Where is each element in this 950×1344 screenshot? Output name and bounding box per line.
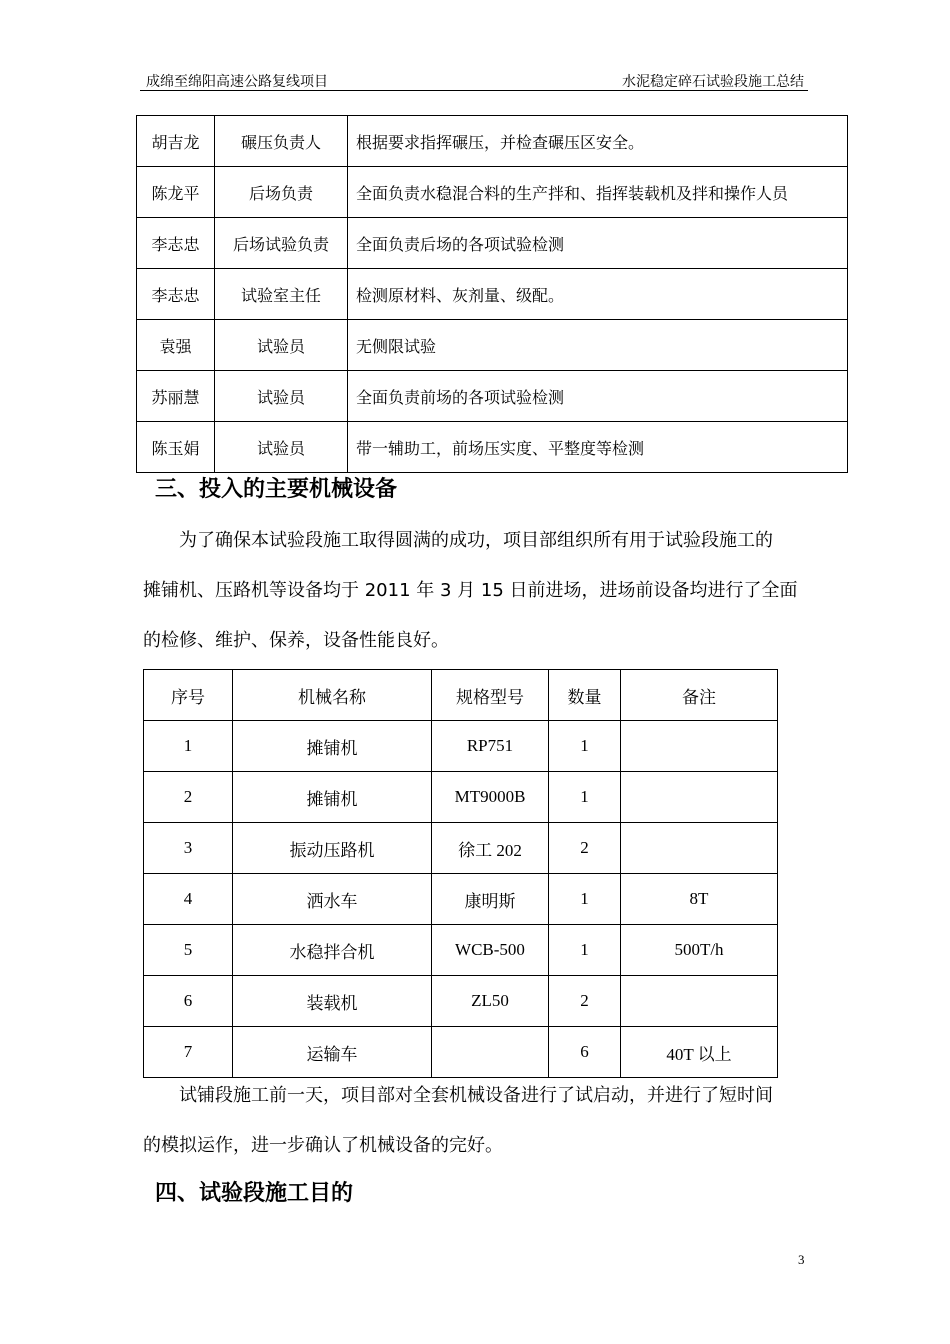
staff-role-cell: 试验员: [215, 422, 348, 473]
equipment-remark-cell: [621, 772, 778, 823]
equipment-qty-cell: 1: [549, 874, 621, 925]
equipment-remark-cell: 500T/h: [621, 925, 778, 976]
staff-name-cell: 袁强: [137, 320, 215, 371]
equipment-index-cell: 6: [144, 976, 233, 1027]
staff-row: [137, 218, 848, 269]
equipment-remark-cell: 8T: [621, 874, 778, 925]
equipment-remark-cell: [621, 823, 778, 874]
staff-row: [137, 320, 848, 371]
header-project-name: 成绵至绵阳高速公路复线项目: [146, 74, 328, 90]
staff-role-cell: 试验员: [215, 320, 348, 371]
staff-row: [137, 116, 848, 167]
paragraph-line: 摊铺机、压路机等设备均于 2011 年 3 月 15 日前进场，进场前设备均进行了全面: [143, 580, 798, 601]
equipment-row: [144, 721, 778, 772]
equipment-qty-cell: 1: [549, 772, 621, 823]
staff-role-cell: 试验员: [215, 371, 348, 422]
equipment-model-cell: 康明斯: [432, 874, 549, 925]
equipment-row: [144, 976, 778, 1027]
staff-name-cell: 苏丽慧: [137, 371, 215, 422]
equipment-row: [144, 925, 778, 976]
equipment-row: [144, 1027, 778, 1078]
staff-name-cell: 胡吉龙: [137, 116, 215, 167]
equipment-index-cell: 4: [144, 874, 233, 925]
staff-role-cell: 试验室主任: [215, 269, 348, 320]
equipment-qty-cell: 1: [549, 925, 621, 976]
equipment-name-cell: 水稳拌合机: [233, 925, 432, 976]
staff-duty-cell: 全面负责水稳混合料的生产拌和、指挥装载机及拌和操作人员: [348, 167, 848, 218]
equipment-qty-cell: 1: [549, 721, 621, 772]
staff-duty-cell: 检测原材料、灰剂量、级配。: [348, 269, 848, 320]
staff-name-cell: 陈龙平: [137, 167, 215, 218]
equipment-remark-cell: 40T 以上: [621, 1027, 778, 1078]
equipment-qty-cell: 2: [549, 823, 621, 874]
equipment-qty-cell: 6: [549, 1027, 621, 1078]
equipment-model-cell: [432, 1027, 549, 1078]
equipment-index-cell: 1: [144, 721, 233, 772]
staff-name-cell: 李志忠: [137, 218, 215, 269]
equipment-name-cell: 洒水车: [233, 874, 432, 925]
equipment-remark-cell: [621, 721, 778, 772]
staff-duty-cell: 全面负责后场的各项试验检测: [348, 218, 848, 269]
equipment-column-header: 机械名称: [233, 670, 432, 721]
staff-role-cell: 后场试验负责: [215, 218, 348, 269]
equipment-model-cell: MT9000B: [432, 772, 549, 823]
page-number: 3: [798, 1252, 805, 1267]
staff-row: [137, 422, 848, 473]
paragraph-line: 的模拟运作，进一步确认了机械设备的完好。: [143, 1135, 503, 1156]
staff-row: [137, 269, 848, 320]
paragraph-line: 的检修、维护、保养，设备性能良好。: [143, 630, 449, 651]
equipment-remark-cell: [621, 976, 778, 1027]
section-3-heading: 三、投入的主要机械设备: [155, 477, 398, 502]
paragraph-line: 为了确保本试验段施工取得圆满的成功，项目部组织所有用于试验段施工的: [179, 530, 773, 551]
equipment-column-header: 序号: [144, 670, 233, 721]
staff-row: [137, 371, 848, 422]
section-4-heading: 四、试验段施工目的: [155, 1181, 354, 1206]
staff-duty-cell: 根据要求指挥碾压，并检查碾压区安全。: [348, 116, 848, 167]
staff-role-cell: 后场负责: [215, 167, 348, 218]
equipment-test-paragraph: [143, 1071, 811, 1171]
equipment-model-cell: 徐工 202: [432, 823, 549, 874]
paragraph-line: 试铺段施工前一天，项目部对全套机械设备进行了试启动，并进行了短时间: [179, 1085, 773, 1106]
equipment-row: [144, 823, 778, 874]
equipment-model-cell: ZL50: [432, 976, 549, 1027]
equipment-index-cell: 2: [144, 772, 233, 823]
equipment-row: [144, 772, 778, 823]
equipment-column-header: 备注: [621, 670, 778, 721]
equipment-index-cell: 3: [144, 823, 233, 874]
equipment-column-header: 数量: [549, 670, 621, 721]
staff-table: [136, 115, 848, 473]
equipment-name-cell: 振动压路机: [233, 823, 432, 874]
equipment-model-cell: RP751: [432, 721, 549, 772]
equipment-table: [143, 669, 778, 1078]
equipment-name-cell: 装载机: [233, 976, 432, 1027]
staff-row: [137, 167, 848, 218]
equipment-row: [144, 874, 778, 925]
staff-role-cell: 碾压负责人: [215, 116, 348, 167]
header-rule: [140, 90, 808, 91]
equipment-index-cell: 7: [144, 1027, 233, 1078]
header-document-title: 水泥稳定碎石试验段施工总结: [622, 74, 804, 90]
equipment-column-header: 规格型号: [432, 670, 549, 721]
equipment-name-cell: 运输车: [233, 1027, 432, 1078]
equipment-table-header: [144, 670, 778, 721]
staff-duty-cell: 全面负责前场的各项试验检测: [348, 371, 848, 422]
equipment-model-cell: WCB-500: [432, 925, 549, 976]
staff-duty-cell: 带一辅助工，前场压实度、平整度等检测: [348, 422, 848, 473]
equipment-name-cell: 摊铺机: [233, 772, 432, 823]
equipment-qty-cell: 2: [549, 976, 621, 1027]
section-3-paragraph: [143, 516, 811, 666]
equipment-index-cell: 5: [144, 925, 233, 976]
staff-name-cell: 陈玉娟: [137, 422, 215, 473]
staff-name-cell: 李志忠: [137, 269, 215, 320]
equipment-name-cell: 摊铺机: [233, 721, 432, 772]
staff-duty-cell: 无侧限试验: [348, 320, 848, 371]
